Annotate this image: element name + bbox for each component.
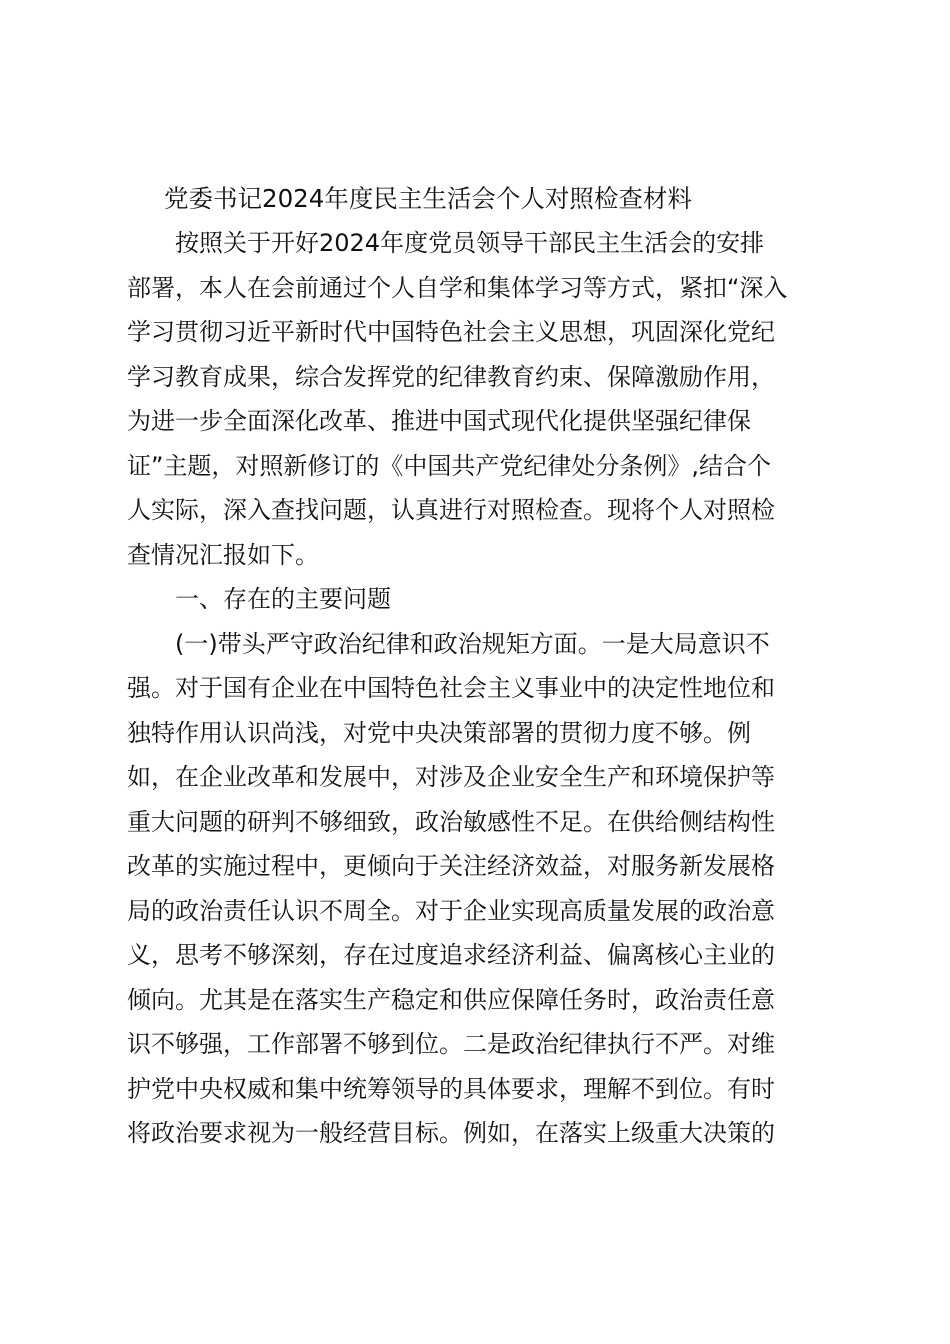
text-line: 查情况汇报如下。 <box>127 540 319 569</box>
body-paragraph <box>127 622 827 1156</box>
document-title: 党委书记2024年度民主生活会个人对照检查材料 <box>164 184 692 213</box>
section-heading-text: 一、存在的主要问题 <box>175 585 391 613</box>
text-line: 强。对于国有企业在中国特色社会主义事业中的决定性地位和 <box>127 674 775 702</box>
text-line: 将政治要求视为一般经营目标。例如，在落实上级重大决策的 <box>127 1119 775 1147</box>
text-line: 证”主题，对照新修订的《中国共产党纪律处分条例》,结合个 <box>127 451 772 480</box>
text-line: 改革的实施过程中，更倾向于关注经济效益，对服务新发展格 <box>127 852 775 880</box>
text-line: 独特作用认识尚浅，对党中央决策部署的贯彻力度不够。例 <box>127 718 751 747</box>
intro-paragraph <box>127 221 827 577</box>
text-line: 人实际，深入查找问题，认真进行对照检查。现将个人对照检 <box>127 496 775 524</box>
text-line: 局的政治责任认识不周全。对于企业实现高质量发展的政治意 <box>127 896 775 925</box>
section-heading <box>127 577 827 622</box>
text-line: 重大问题的研判不够细致，政治敏感性不足。在供给侧结构性 <box>127 807 775 836</box>
text-line: 学习教育成果，综合发挥党的纪律教育约束、保障激励作用， <box>127 362 775 391</box>
text-line: 倾向。尤其是在落实生产稳定和供应保障任务时，政治责任意 <box>127 985 775 1014</box>
text-line: (一)带头严守政治纪律和政治规矩方面。一是大局意识不 <box>175 629 770 658</box>
text-line: 部署，本人在会前通过个人自学和集体学习等方式，紧扣“深入 <box>127 273 788 302</box>
text-line: 护党中央权威和集中统筹领导的具体要求，理解不到位。有时 <box>127 1074 775 1103</box>
text-line: 为进一步全面深化改革、推进中国式现代化提供坚强纪律保 <box>127 407 751 435</box>
text-line: 如，在企业改革和发展中，对涉及企业安全生产和环境保护等 <box>127 763 775 791</box>
text-line: 义，思考不够深刻，存在过度追求经济利益、偏离核心主业的 <box>127 941 775 969</box>
text-line: 识不够强，工作部署不够到位。二是政治纪律执行不严。对维 <box>127 1030 775 1058</box>
text-line: 按照关于开好2024年度党员领导干部民主生活会的安排 <box>175 229 765 257</box>
text-line: 学习贯彻习近平新时代中国特色社会主义思想，巩固深化党纪 <box>127 318 775 346</box>
document-body <box>127 176 827 1156</box>
